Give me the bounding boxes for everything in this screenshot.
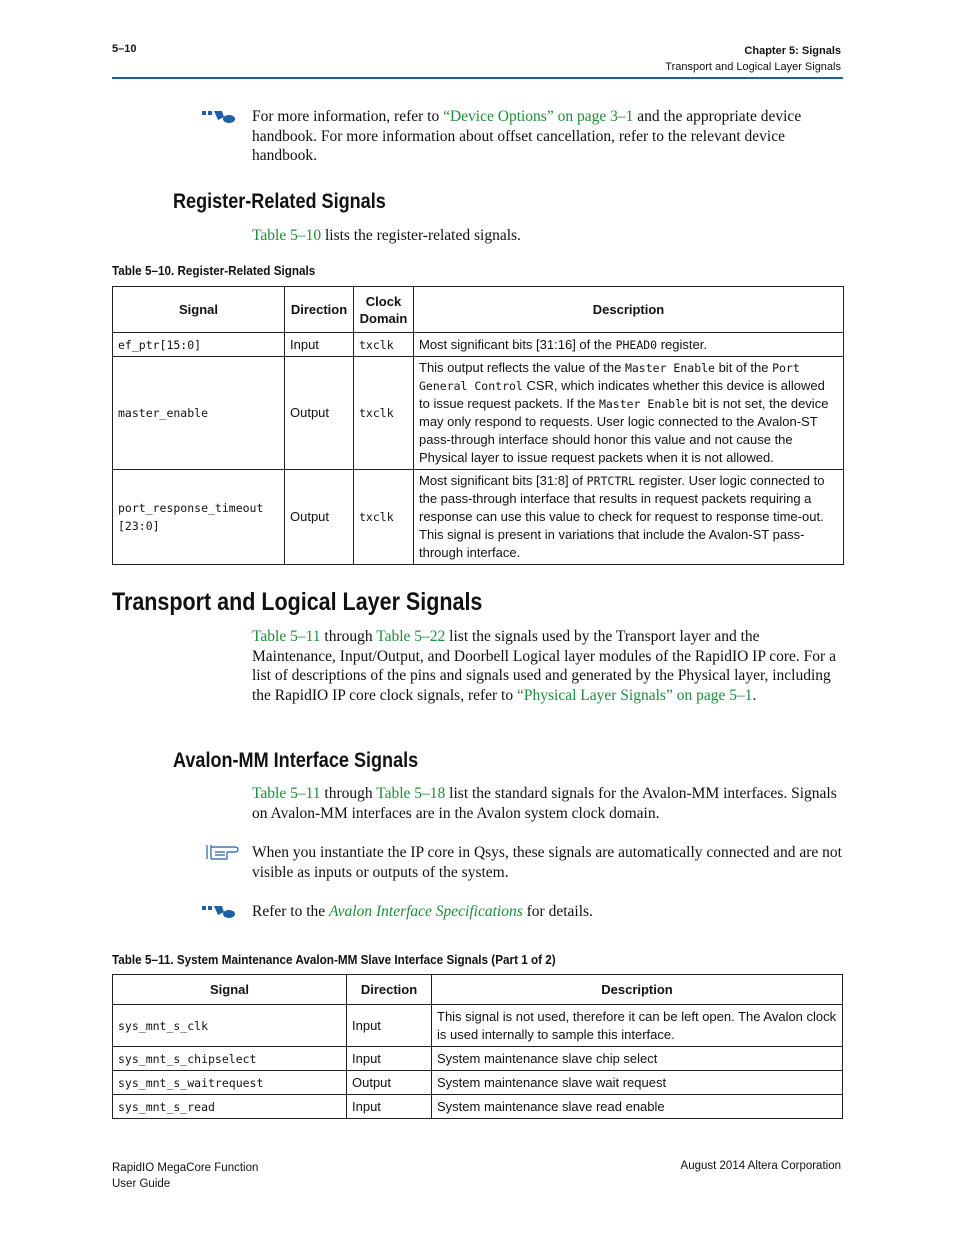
col-clock-domain: Clock Domain [354, 287, 414, 333]
info-paragraph [252, 107, 844, 166]
table-5-10-link[interactable]: Table 5–10 [252, 227, 322, 244]
table-row [113, 1071, 843, 1095]
direction: Output [347, 1071, 432, 1095]
direction: Input [347, 1047, 432, 1071]
table-5-22-link[interactable]: Table 5–22 [376, 628, 446, 645]
avalon-heading: Avalon-MM Interface Signals [173, 749, 419, 772]
signal-name: sys_mnt_s_read [118, 1099, 215, 1114]
clock-domain: txclk [359, 406, 394, 420]
table-row [113, 1047, 843, 1071]
col-direction: Direction [347, 975, 432, 1005]
transport-heading: Transport and Logical Layer Signals [112, 588, 483, 616]
info-text-cont: and the appropriate device handbook. For more information about offset cancellation, refer to the relevant device handbook. [252, 108, 802, 164]
running-header [665, 43, 841, 75]
physical-layer-link[interactable]: “Physical Layer Signals” on page 5–1 [517, 686, 753, 704]
table-header-row [113, 287, 844, 333]
note-hand-icon [205, 841, 239, 866]
register-intro-text: lists the register-related signals. [321, 227, 521, 244]
col-direction: Direction [285, 287, 354, 333]
note-paragraph: When you instantiate the IP core in Qsys, these signals are automatically connected and are not visible as inputs or outputs of the system. [252, 844, 842, 881]
table-row [113, 470, 844, 565]
table-row [113, 333, 844, 357]
table-row [113, 357, 844, 470]
device-options-link[interactable]: “Device Options” on page 3–1 [443, 108, 634, 125]
table-5-18-link[interactable]: Table 5–18 [376, 785, 446, 802]
table-row [113, 1095, 843, 1119]
direction: Output [285, 357, 354, 470]
description: Most significant bits [31:16] of the PHEAD0 register. [414, 333, 844, 357]
description: This output reflects the value of the Master Enable bit of the Port General Control CSR, which indicates whether this device is allowed to issue request packets. If the Master Enable bit is not set, the device may only respond to requests. User logic connected to the Avalon-ST pass-through interface should honor this value and not cause the Physical layer to issue request packets when it is not allowed. [414, 357, 844, 470]
info-icon [200, 108, 240, 129]
col-signal: Signal [113, 975, 347, 1005]
signal-name: ef_ptr[15:0] [118, 337, 202, 352]
register-table [112, 286, 844, 565]
table-5-11-link-2[interactable]: Table 5–11 [252, 785, 321, 802]
footer-right: August 2014 Altera Corporation [680, 1160, 841, 1172]
signal-name: master_enable [118, 406, 209, 420]
signal-name: sys_mnt_s_clk [118, 1018, 209, 1033]
avalon-info-paragraph: Refer to the Avalon Interface Specifications for details. [252, 903, 593, 920]
header-rule [112, 77, 843, 79]
table-row [113, 1005, 843, 1047]
info-text: For more information, refer to [252, 108, 444, 125]
table-5-11-caption: Table 5–11. System Maintenance Avalon-MM Slave Interface Signals (Part 1 of 2) [112, 952, 556, 967]
signal-name: sys_mnt_s_chipselect [118, 1051, 257, 1066]
description: Most significant bits [31:8] of PRTCTRL register. User logic connected to the pass-through interface that results in request packets requiring a response can use this value to check for request to response time-out. This signal is present in variations that include the Avalon-ST pass-through interface. [414, 470, 844, 565]
register-heading: Register-Related Signals [173, 190, 386, 213]
footer-product: RapidIO MegaCore Function [112, 1162, 259, 1174]
direction: Input [347, 1005, 432, 1047]
signal-name: sys_mnt_s_waitrequest [118, 1075, 264, 1090]
direction: Output [285, 470, 354, 565]
description: System maintenance slave wait request [432, 1071, 843, 1095]
direction: Input [285, 333, 354, 357]
transport-paragraph: Table 5–11 through Table 5–22 list the signals used by the Transport layer and the Maintenance, Input/Output, and Doorbell Logical layer modules of the RapidIO IP core. For a list of descriptions of the pins and signals used and generated by the Physical layer, including the RapidIO IP core clock signals, refer to “Physical Layer Signals” on page 5–1. [252, 628, 836, 704]
col-description: Description [432, 975, 843, 1005]
info-icon [200, 903, 240, 924]
avalon-paragraph: Table 5–11 through Table 5–18 list the standard signals for the Avalon-MM interfaces. Signals on Avalon-MM interfaces are in the Avalon system clock domain. [252, 785, 837, 822]
table-header-row [113, 975, 843, 1005]
footer-left [112, 1160, 258, 1192]
table-5-10-caption: Table 5–10. Register-Related Signals [112, 263, 316, 278]
col-description: Description [414, 287, 844, 333]
chapter-title: Chapter 5: Signals [744, 45, 841, 57]
avalon-spec-link[interactable]: Avalon Interface Specifications [329, 903, 523, 920]
col-signal: Signal [113, 287, 285, 333]
table-5-11-link[interactable]: Table 5–11 [252, 628, 321, 645]
footer-doc: User Guide [112, 1178, 171, 1190]
signal-name: port_response_timeout [23:0] [118, 501, 264, 533]
description: System maintenance slave read enable [432, 1095, 843, 1119]
description: This signal is not used, therefore it can be left open. The Avalon clock is used internally to sample this interface. [432, 1005, 843, 1047]
clock-domain: txclk [359, 337, 394, 352]
page-number: 5–10 [112, 43, 137, 55]
register-intro [252, 226, 521, 246]
section-title: Transport and Logical Layer Signals [665, 61, 841, 73]
avalon-table [112, 974, 843, 1119]
description: System maintenance slave chip select [432, 1047, 843, 1071]
clock-domain: txclk [359, 510, 394, 524]
direction: Input [347, 1095, 432, 1119]
